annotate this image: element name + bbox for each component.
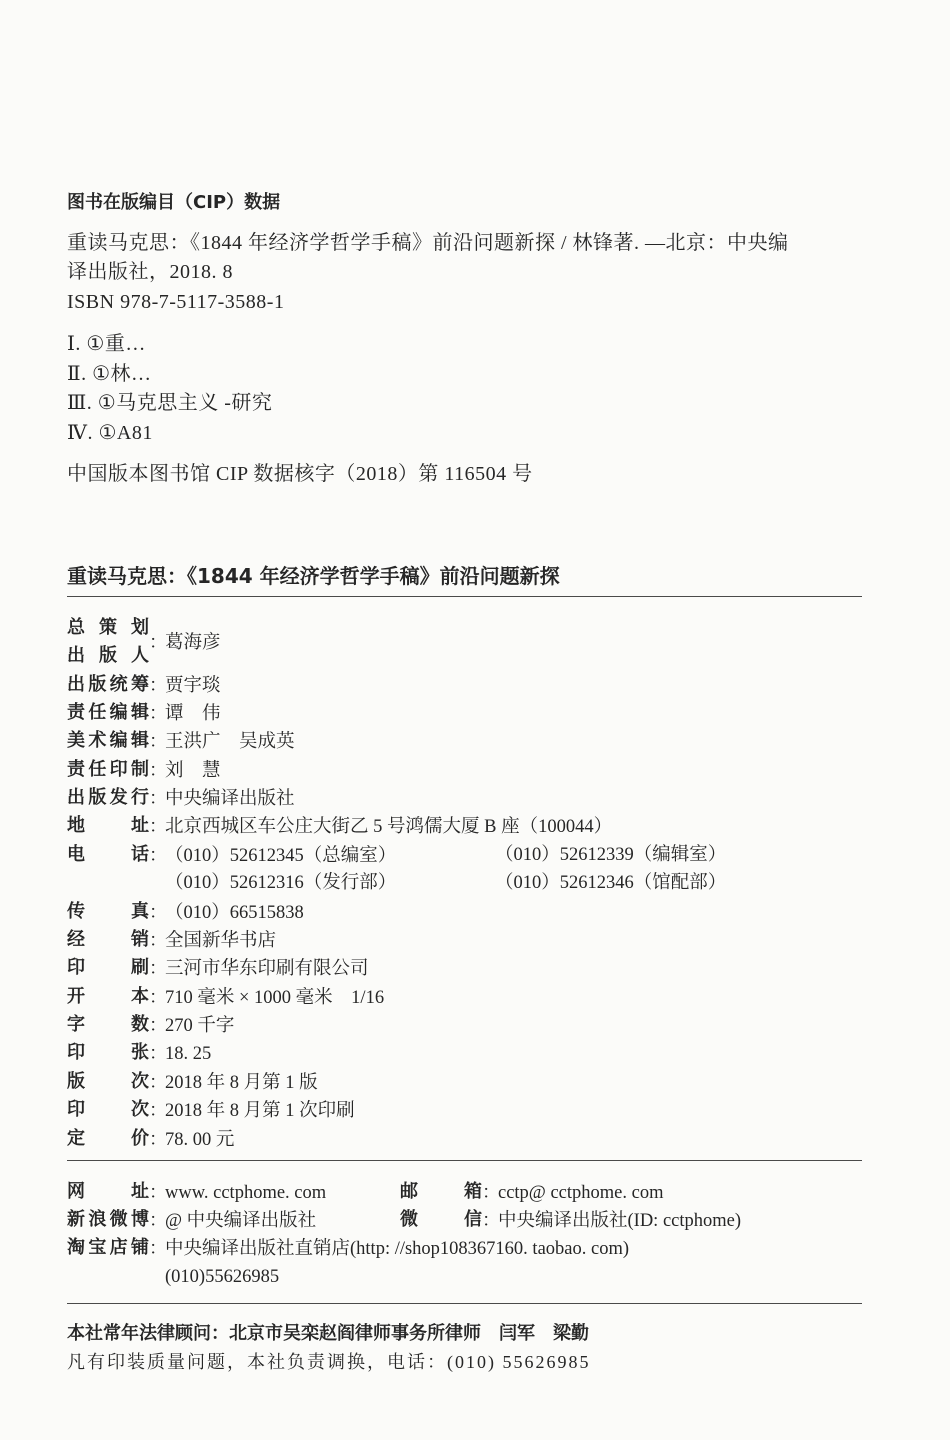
credit-value: 中央编译出版社 <box>165 789 295 809</box>
colon: ： <box>149 1182 167 1202</box>
credit-value: 710 毫米 × 1000 毫米 1/16 <box>165 988 385 1008</box>
credit-label: 传 真 <box>67 901 149 922</box>
credit-label: 字 数 <box>67 1014 149 1035</box>
credit-label: 电 话 <box>67 844 149 865</box>
credit-row-price <box>67 1125 862 1153</box>
contact-row-taobao-phone <box>67 1263 862 1291</box>
colon: ： <box>149 788 167 808</box>
credit-value: 北京西城区车公庄大街乙 5 号鸿儒大厦 B 座（100044） <box>165 817 613 837</box>
divider-bottom <box>67 1303 862 1304</box>
colon: ： <box>149 632 167 652</box>
cip-class-3: Ⅲ. ①马克思主义 -研究 <box>67 392 273 414</box>
credit-row-phone-1 <box>67 841 862 869</box>
credit-label: 版 次 <box>67 1071 149 1092</box>
phone-entry: （010）52612339（编辑室） <box>495 845 727 865</box>
colon: ： <box>149 1238 167 1258</box>
contact-label: 邮 箱 <box>400 1181 482 1202</box>
phone-entry: （010）52612346（馆配部） <box>495 873 727 893</box>
credit-label: 经 销 <box>67 929 149 950</box>
credit-row <box>67 954 862 982</box>
cip-heading: 图书在版编目（CIP）数据 <box>67 192 281 213</box>
colon: ： <box>149 1100 167 1120</box>
credit-label: 责任编辑 <box>67 702 149 723</box>
colon: ： <box>149 1072 167 1092</box>
credit-row <box>67 1039 862 1067</box>
colon: ： <box>149 1043 167 1063</box>
credit-label: 出版发行 <box>67 787 149 808</box>
credit-row-address <box>67 812 862 840</box>
cip-description-line-1: 重读马克思：《1844 年经济学哲学手稿》前沿问题新探 / 林锋著. —北京：中央编 <box>67 232 789 254</box>
credit-value: 葛海彦 <box>165 633 221 653</box>
cip-class-1: Ⅰ. ①重… <box>67 333 146 355</box>
credit-label: 定 价 <box>67 1128 149 1149</box>
cip-isbn: ISBN 978-7-5117-3588-1 <box>67 291 285 313</box>
email-group <box>400 1178 664 1208</box>
phone-entry: （010）52612316（发行部） <box>165 873 397 893</box>
colon: ： <box>482 1182 500 1202</box>
cip-number: 中国版本图书馆 CIP 数据核字（2018）第 116504 号 <box>67 463 533 485</box>
credit-value: 2018 年 8 月第 1 次印刷 <box>165 1101 355 1121</box>
divider-top <box>67 596 862 597</box>
credit-label: 印 次 <box>67 1099 149 1120</box>
credit-label: 美术编辑 <box>67 730 149 751</box>
credit-row <box>67 926 862 954</box>
credit-value: 三河市华东印刷有限公司 <box>165 959 369 979</box>
credit-label: 开 本 <box>67 986 149 1007</box>
credit-row <box>67 671 862 699</box>
credit-value: 78. 00 元 <box>165 1130 235 1150</box>
legal-counsel: 本社常年法律顾问：北京市吴栾赵阎律师事务所律师 闫军 梁勤 <box>67 1323 589 1344</box>
colon: ： <box>149 1210 167 1230</box>
credit-row <box>67 699 862 727</box>
book-title: 重读马克思：《1844 年经济学哲学手稿》前沿问题新探 <box>67 564 560 588</box>
colon: ： <box>149 675 167 695</box>
credit-publisher-label: 出 版 人 <box>67 645 149 666</box>
cip-description-line-2: 译出版社，2018. 8 <box>67 261 233 283</box>
colon: ： <box>149 731 167 751</box>
credit-value: 270 千字 <box>165 1016 235 1036</box>
credit-row <box>67 756 862 784</box>
credit-value: 谭 伟 <box>165 704 221 724</box>
credit-value: 贾宇琰 <box>165 676 221 696</box>
colon: ： <box>149 1129 167 1149</box>
colon: ： <box>482 1210 500 1230</box>
credit-row <box>67 898 862 926</box>
colon: ： <box>149 930 167 950</box>
quality-notice: 凡有印装质量问题，本社负责调换，电话：(010) 55626985 <box>67 1352 591 1372</box>
contact-row-taobao <box>67 1234 862 1262</box>
colon: ： <box>149 902 167 922</box>
credit-value: （010）66515838 <box>165 903 304 923</box>
colon: ： <box>149 987 167 1007</box>
credit-value: 刘 慧 <box>165 761 221 781</box>
credit-label: 印 刷 <box>67 957 149 978</box>
phone-entry: （010）52612345（总编室） <box>165 846 397 866</box>
contact-row-web-email <box>67 1178 862 1206</box>
credit-row <box>67 1068 862 1096</box>
taobao-phone-text: (010)55626985 <box>165 1267 280 1287</box>
credit-value: 18. 25 <box>165 1044 212 1064</box>
credit-label: 责任印制 <box>67 759 149 780</box>
colon: ： <box>149 1015 167 1035</box>
credit-planner-label: 总 策 划 <box>67 617 149 638</box>
colon: ： <box>149 760 167 780</box>
credit-label: 地 址 <box>67 815 149 836</box>
cip-class-2: Ⅱ. ①林… <box>67 363 152 385</box>
colon: ： <box>149 703 167 723</box>
contact-row-weibo-wechat <box>67 1206 862 1234</box>
cip-class-4: Ⅳ. ①A81 <box>67 422 153 444</box>
credit-value: 2018 年 8 月第 1 版 <box>165 1073 318 1093</box>
contact-label: 淘宝店铺 <box>67 1237 149 1258</box>
credit-planner-publisher-value <box>149 628 749 656</box>
credit-row <box>67 727 862 755</box>
credit-value: 全国新华书店 <box>165 931 277 951</box>
credit-row <box>67 1011 862 1039</box>
credit-label: 出版统筹 <box>67 674 149 695</box>
website-text: www. cctphome. com <box>165 1183 327 1203</box>
taobao-text: 中央编译出版社直销店(http: //shop108367160. taobao. com) <box>165 1239 630 1259</box>
wechat-text: 中央编译出版社(ID: cctphome) <box>498 1211 742 1231</box>
contact-label: 网 址 <box>67 1181 149 1202</box>
contact-label: 新浪微博 <box>67 1209 149 1230</box>
credit-row <box>67 784 862 812</box>
credit-label: 印 张 <box>67 1042 149 1063</box>
contact-label: 微 信 <box>400 1209 482 1230</box>
weibo-text: @ 中央编译出版社 <box>165 1211 317 1231</box>
divider-middle <box>67 1160 862 1161</box>
credit-row-phone-2 <box>67 869 862 897</box>
credit-value: 王洪广 吴成英 <box>165 732 295 752</box>
email-text: cctp@ cctphome. com <box>498 1183 664 1203</box>
credit-row <box>67 983 862 1011</box>
colon: ： <box>149 816 167 836</box>
credit-row <box>67 1096 862 1124</box>
colon: ： <box>149 845 167 865</box>
colon: ： <box>149 958 167 978</box>
wechat-group <box>400 1206 741 1236</box>
